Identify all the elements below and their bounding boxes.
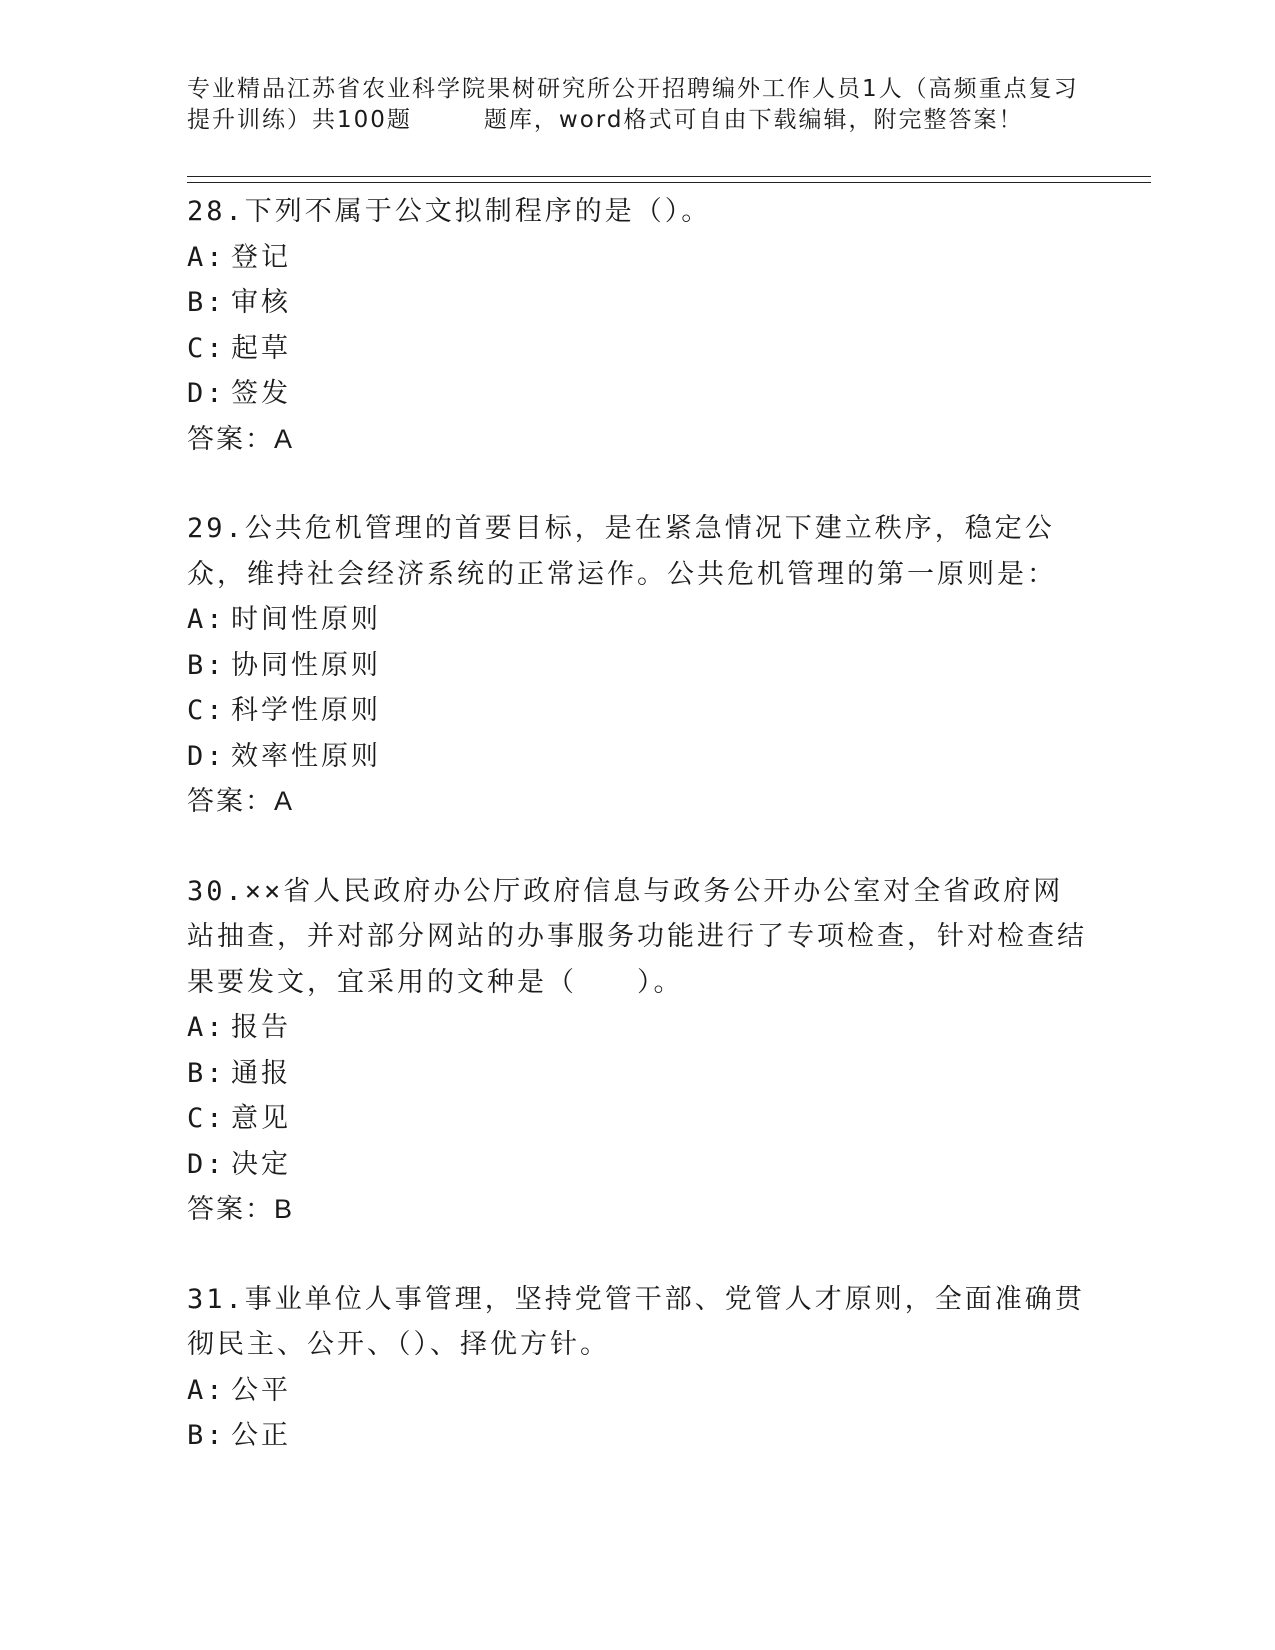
question-stem: 31.事业单位人事管理，坚持党管干部、党管人才原则，全面准确贯彻民主、公开、（）、择优方针。 xyxy=(187,1283,1085,1360)
option-key: A: xyxy=(187,604,226,635)
header-line-2-left: 提升训练）共100题 xyxy=(187,107,412,133)
option-a xyxy=(187,1005,1087,1051)
question-stem: 29.公共危机管理的首要目标，是在紧急情况下建立秩序，稳定公众，维持社会经济系统的正常运作。公共危机管理的第一原则是： xyxy=(187,513,1057,590)
option-text: 决定 xyxy=(231,1148,291,1180)
answer-line: 答案：A xyxy=(187,786,295,816)
option-b xyxy=(187,280,1087,326)
option-b xyxy=(187,1051,1087,1097)
option-key: D: xyxy=(187,378,226,409)
option-key: B: xyxy=(187,1420,226,1451)
header-line-1: 专业精品江苏省农业科学院果树研究所公开招聘编外工作人员1人（高频重点复习 xyxy=(187,76,1079,102)
question-list xyxy=(187,189,1087,1459)
option-d xyxy=(187,371,1087,417)
question-stem: 30.××省人民政府办公厅政府信息与政务公开办公室对全省政府网站抽查，并对部分网站的办事服务功能进行了专项检查，针对检查结果要发文，宜采用的文种是（ ）。 xyxy=(187,875,1087,998)
option-key: A: xyxy=(187,241,226,273)
option-a xyxy=(187,235,1087,281)
option-text: 通报 xyxy=(231,1057,291,1089)
option-c xyxy=(187,1096,1087,1142)
option-text: 签发 xyxy=(231,378,291,409)
option-text: 意见 xyxy=(231,1103,291,1134)
question-29 xyxy=(187,506,1087,825)
option-a xyxy=(187,1368,1087,1414)
option-key: D: xyxy=(187,740,226,772)
option-a xyxy=(187,597,1087,643)
option-text: 审核 xyxy=(231,287,291,318)
option-key: B: xyxy=(187,1057,226,1089)
option-key: C: xyxy=(187,1103,226,1134)
option-key: C: xyxy=(187,695,226,726)
option-key: A: xyxy=(187,1012,226,1043)
option-text: 效率性原则 xyxy=(231,740,381,772)
option-text: 科学性原则 xyxy=(231,695,381,726)
answer-line: 答案：B xyxy=(187,1194,295,1224)
option-text: 公正 xyxy=(231,1420,291,1451)
question-30 xyxy=(187,869,1087,1233)
option-text: 协同性原则 xyxy=(231,649,381,681)
option-d xyxy=(187,1142,1087,1188)
header-line-2-right: 题库，word格式可自由下载编辑，附完整答案！ xyxy=(483,107,1024,133)
option-text: 报告 xyxy=(231,1012,291,1043)
option-c xyxy=(187,326,1087,372)
option-b xyxy=(187,1413,1087,1459)
header-divider-top xyxy=(187,176,1151,177)
option-key: B: xyxy=(187,649,226,681)
option-key: D: xyxy=(187,1148,226,1180)
option-d xyxy=(187,734,1087,780)
option-text: 公平 xyxy=(231,1374,291,1406)
option-text: 登记 xyxy=(231,241,291,273)
answer-line: 答案：A xyxy=(187,423,295,454)
header-divider-bottom xyxy=(187,182,1151,183)
option-text: 时间性原则 xyxy=(231,604,381,635)
question-31 xyxy=(187,1277,1087,1459)
option-c xyxy=(187,688,1087,734)
option-b xyxy=(187,643,1087,689)
option-key: A: xyxy=(187,1374,226,1406)
document-header xyxy=(187,74,1087,136)
question-stem: 28.下列不属于公文拟制程序的是（）。 xyxy=(187,196,712,227)
option-key: C: xyxy=(187,332,226,364)
question-28 xyxy=(187,189,1087,462)
header-line-2 xyxy=(187,105,1087,136)
option-text: 起草 xyxy=(231,332,291,364)
option-key: B: xyxy=(187,287,226,318)
